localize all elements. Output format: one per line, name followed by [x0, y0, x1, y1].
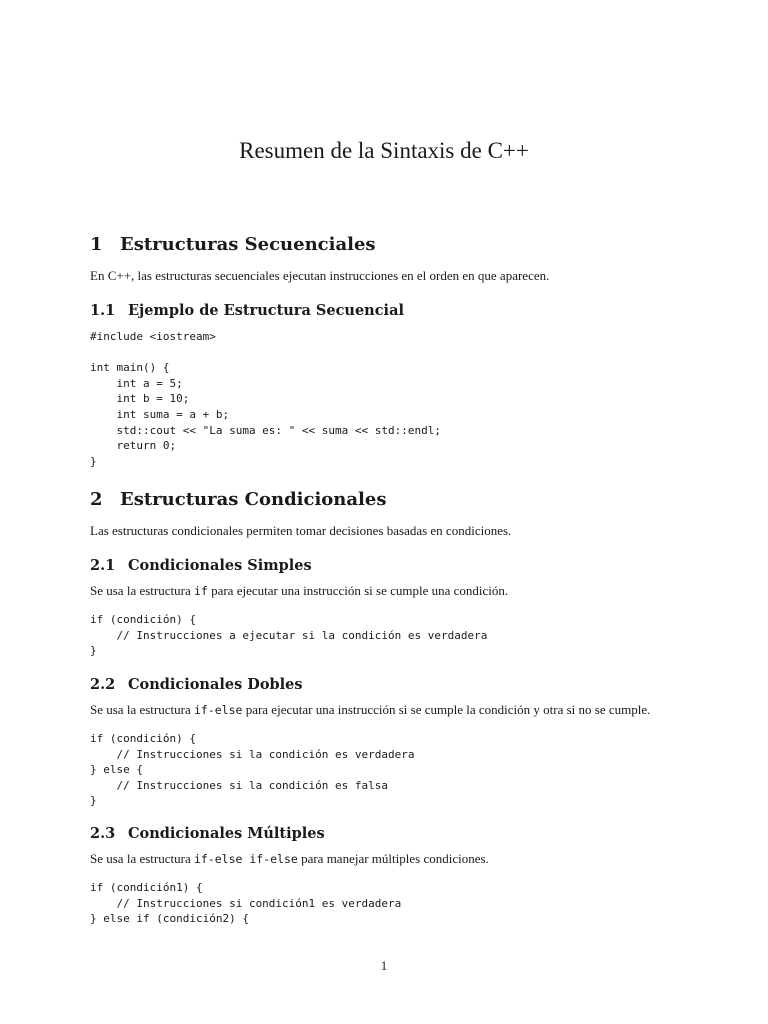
inline-code-keyword: if-else: [193, 703, 243, 717]
subsection-2-3-paragraph: [90, 851, 690, 867]
subsection-title: Condicionales Simples: [128, 557, 312, 574]
paragraph-text: para ejecutar una instrucción si se cumple una condición.: [207, 583, 509, 598]
inline-code-keyword: if: [193, 584, 208, 598]
code-block-if: if (condición) { // Instrucciones a ejecutar si la condición es verdadera }: [90, 613, 488, 658]
subsection-heading-2-1: [90, 557, 312, 574]
subsection-title: Condicionales Dobles: [128, 676, 303, 693]
subsection-heading-2-2: [90, 676, 303, 693]
section-title: Estructuras Condicionales: [120, 489, 387, 510]
inline-code-keyword: if-else if-else: [193, 852, 298, 866]
subsection-title: Condicionales Múltiples: [128, 825, 325, 842]
paragraph-text: para manejar múltiples condiciones.: [297, 851, 489, 866]
paragraph-text: Se usa la estructura: [90, 583, 194, 598]
subsection-number: 2.3: [90, 825, 116, 842]
paragraph-text: Se usa la estructura: [90, 851, 194, 866]
code-block-if-else: if (condición) { // Instrucciones si la condición es verdadera } else { // Instrucciones si la condición es falsa }: [90, 732, 415, 808]
section-number: 2: [90, 489, 103, 510]
page-number: 1: [380, 958, 388, 973]
paragraph-text: Se usa la estructura: [90, 702, 194, 717]
code-block-if-else-if: if (condición1) { // Instrucciones si condición1 es verdadera } else if (condición2) {: [90, 881, 402, 926]
subsection-title: Ejemplo de Estructura Secuencial: [128, 302, 404, 319]
subsection-heading-1-1: [90, 302, 404, 319]
section-2-paragraph: Las estructuras condicionales permiten tomar decisiones basadas en condiciones.: [90, 523, 512, 538]
paragraph-text: para ejecutar una instrucción si se cumple la condición y otra si no se cumple.: [242, 702, 651, 717]
document-title: Resumen de la Sintaxis de C++: [239, 138, 529, 163]
code-block-sequential: #include <iostream> int main() { int a = 5; int b = 10; int suma = a + b; std::cout << "La suma es: " << suma << std::endl; return 0; }: [90, 330, 441, 468]
section-number: 1: [90, 234, 103, 255]
subsection-number: 2.2: [90, 676, 116, 693]
subsection-heading-2-3: [90, 825, 325, 842]
section-title: Estructuras Secuenciales: [120, 234, 376, 255]
subsection-number: 2.1: [90, 557, 116, 574]
section-heading-1: [90, 234, 376, 255]
subsection-number: 1.1: [90, 302, 116, 319]
section-1-paragraph: En C++, las estructuras secuenciales ejecutan instrucciones en el orden en que aparecen.: [90, 268, 550, 283]
section-heading-2: [90, 489, 386, 510]
subsection-2-2-paragraph: [90, 702, 690, 718]
subsection-2-1-paragraph: [90, 583, 690, 599]
